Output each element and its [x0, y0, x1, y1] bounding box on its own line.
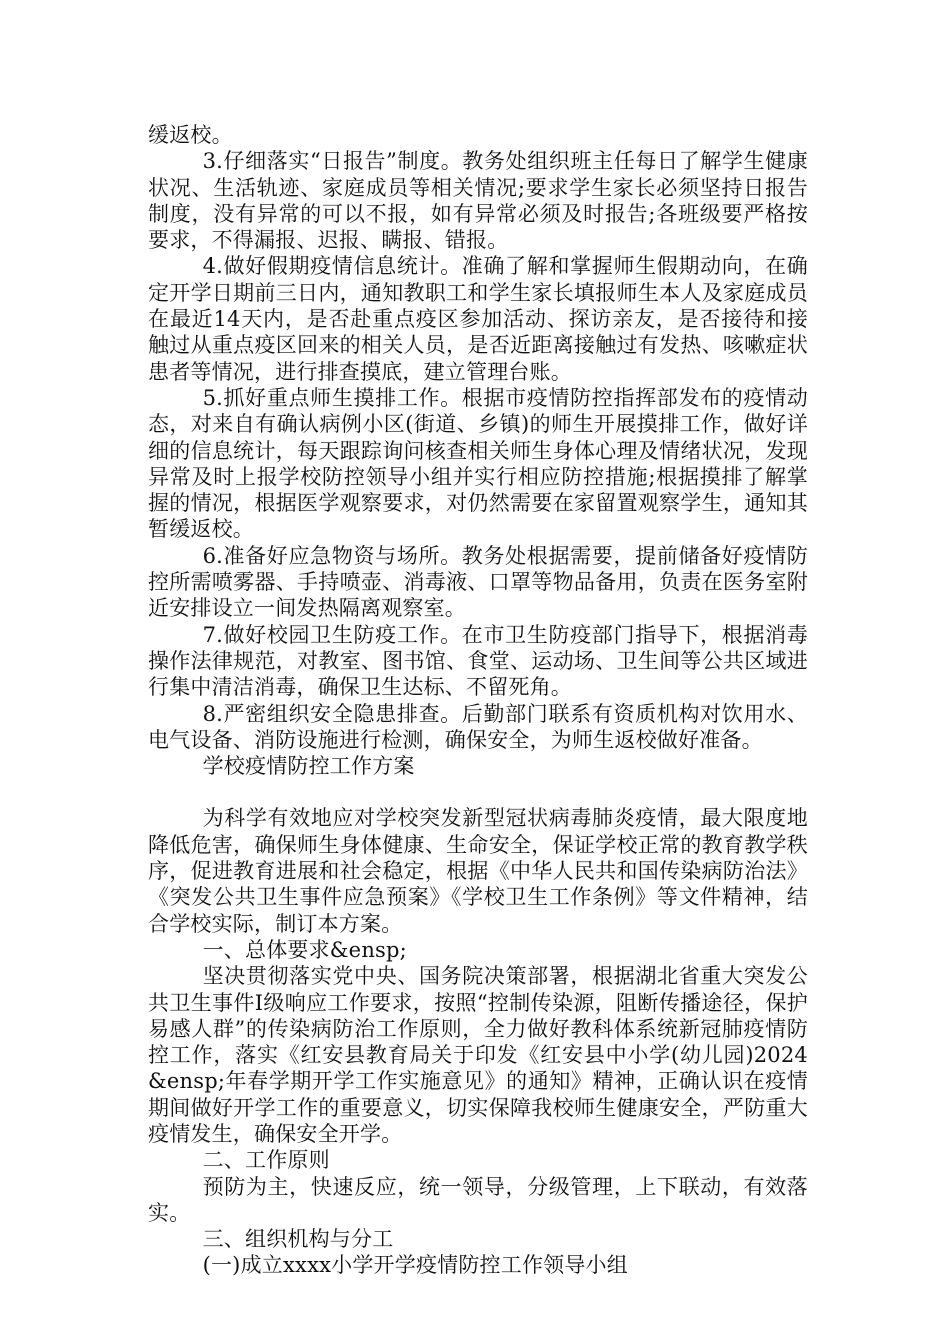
paragraph-item-3: 3.仔细落实“日报告”制度。教务处组织班主任每日了解学生健康状况、生活轨迹、家庭成员等相关情况;要求学生家长必须坚持日报告制度，没有异常的可以不报，如有异常必须及时报告;各班级要严格按要求，不得漏报、迟报、瞒报、错报。 [148, 149, 808, 253]
document-title: 学校疫情防控工作方案 [202, 754, 415, 779]
paragraph-item-8: 8.严密组织安全隐患排查。后勤部门联系有资质机构对饮用水、电气设备、消防设施进行检测，确保安全，为师生返校做好准备。 [148, 701, 808, 752]
paragraph-work-principles: 预防为主，快速反应，统一领导，分级管理，上下联动，有效落实。 [148, 1174, 808, 1225]
paragraph-intro: 为科学有效地应对学校突发新型冠状病毒肺炎疫情，最大限度地降低危害，确保师生身体健康、生命安全，保证学校正常的教育教学秩序，促进教育进展和社会稳定，根据《中华人民共和国传染病防治法》《突发公共卫生事件应急预案》《学校卫生工作条例》等文件精神，结合学校实际，制订本方案。 [148, 806, 808, 936]
paragraph-item-7: 7.做好校园卫生防疫工作。在市卫生防疫部门指导下，根据消毒操作法律规范，对教室、图书馆、食堂、运动场、卫生间等公共区域进行集中清洁消毒，确保卫生达标、不留死角。 [148, 622, 808, 700]
document-page [148, 122, 808, 1279]
subsection-heading-leading-group: (一)成立xxxx小学开学疫情防控工作领导小组 [202, 1253, 628, 1278]
paragraph-item-5: 5.抓好重点师生摸排工作。根据市疫情防控指挥部发布的疫情动态，对来自有确认病例小区(街道、乡镇)的师生开展摸排工作，做好详细的信息统计，每天跟踪询问核查相关师生身体心理及情绪状况，发现异常及时上报学校防控领导小组并实行相应防控措施;根据摸排了解掌握的情况，根据医学观察要求，对仍然需要在家留置观察学生，通知其暂缓返校。 [148, 385, 808, 542]
paragraph-general-requirements: 坚决贯彻落实党中央、国务院决策部署，根据湖北省重大突发公共卫生事件Ⅰ级响应工作要求，按照“控制传染源，阻断传播途径，保护易感人群”的传染病防治工作原则，全力做好教科体系统新冠肺疫情防控工作，落实《红安县教育局关于印发《红安县中小学(幼儿园)2024&ensp;年春学期开学工作实施意见》的通知》精神，正确认识在疫情期间做好开学工作的重要意义，切实保障我校师生健康安全，严防重大疫情发生，确保安全开学。 [148, 964, 808, 1146]
blank-line [148, 779, 808, 805]
paragraph-continuation: 缓返校。 [148, 123, 233, 147]
paragraph-item-4: 4.做好假期疫情信息统计。准确了解和掌握师生假期动向，在确定开学日期前三日内，通知教职工和学生家长填报师生本人及家庭成员在最近14天内，是否赴重点疫区参加活动、探访亲友，是否接待和接触过从重点疫区回来的相关人员，是否近距离接触过有发热、咳嗽症状患者等情况，进行排查摸底，建立管理台账。 [148, 254, 808, 384]
section-heading-organization: 三、组织机构与分工 [202, 1227, 394, 1252]
section-heading-general-requirements: 一、总体要求&ensp; [202, 937, 407, 962]
section-heading-work-principles: 二、工作原则 [202, 1148, 330, 1173]
paragraph-item-6: 6.准备好应急物资与场所。教务处根据需要，提前储备好疫情防控所需喷雾器、手持喷壶、消毒液、口罩等物品备用，负责在医务室附近安排设立一间发热隔离观察室。 [148, 543, 808, 621]
